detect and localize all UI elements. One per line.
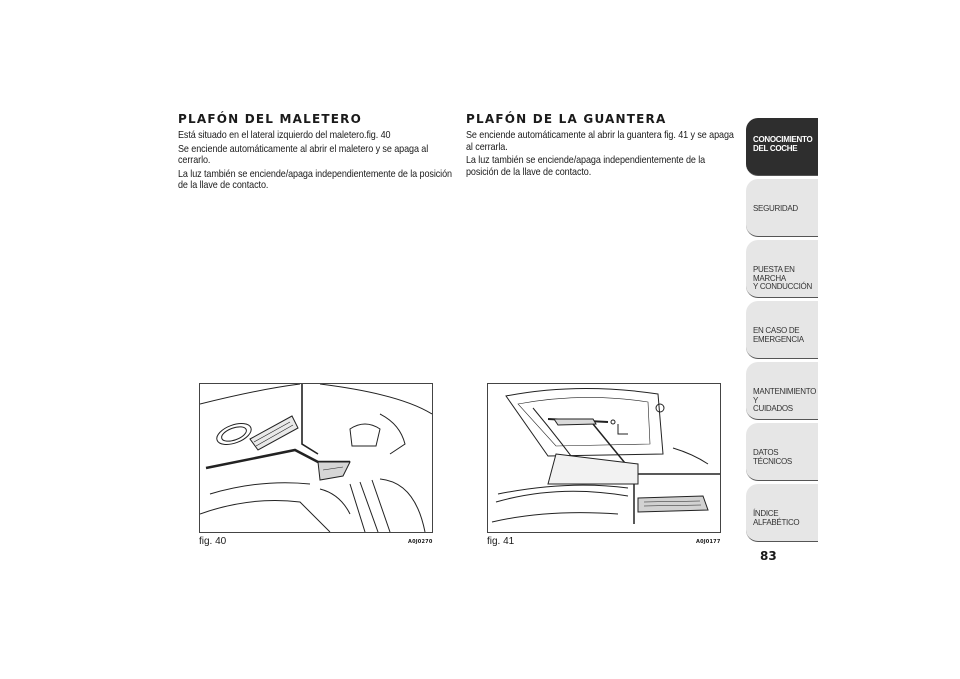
figure-caption: fig. 41 (487, 536, 515, 547)
section-glovebox-light (466, 112, 738, 180)
tab-puesta-en-marcha[interactable]: PUESTA EN MARCHA Y CONDUCCIÓN (746, 240, 818, 298)
figure-trunk-light-illustration (199, 383, 433, 533)
figure-glovebox-light-illustration (487, 383, 721, 533)
section-heading: PLAFÓN DEL MALETERO (178, 112, 363, 126)
paragraph: Se enciende automáticamente al abrir la guantera fig. 41 y se apaga al cerrarla. (466, 129, 734, 153)
paragraph: Está situado en el lateral izquierdo del maletero.fig. 40 (178, 129, 391, 141)
tab-seguridad[interactable]: SEGURIDAD (746, 179, 818, 237)
section-trunk-light (178, 112, 453, 194)
tab-en-caso-de-emergencia[interactable]: EN CASO DE EMERGENCIA (746, 301, 818, 359)
paragraph: La luz también se enciende/apaga independientemente de la posición de la llave de contacto. (178, 167, 452, 191)
tab-conocimiento-del-coche[interactable]: CONOCIMIENTO DEL COCHE (746, 118, 818, 176)
tab-datos-tecnicos[interactable]: DATOS TÉCNICOS (746, 423, 818, 481)
chapter-sidebar (746, 118, 818, 545)
figure-caption: fig. 40 (199, 536, 227, 547)
tab-indice-alfabetico[interactable]: ÍNDICE ALFABÉTICO (746, 484, 818, 542)
figure-code: A0J0177 (696, 539, 721, 545)
paragraph: La luz también se enciende/apaga independientemente de la posición de la llave de contacto. (466, 154, 706, 178)
section-heading: PLAFÓN DE LA GUANTERA (466, 112, 667, 126)
figure-code: A0J0270 (408, 539, 433, 545)
tab-mantenimiento[interactable]: MANTENIMIENTO Y CUIDADOS (746, 362, 818, 420)
paragraph: Se enciende automáticamente al abrir el maletero y se apaga al cerrarlo. (178, 142, 429, 166)
page-number: 83 (760, 549, 777, 563)
